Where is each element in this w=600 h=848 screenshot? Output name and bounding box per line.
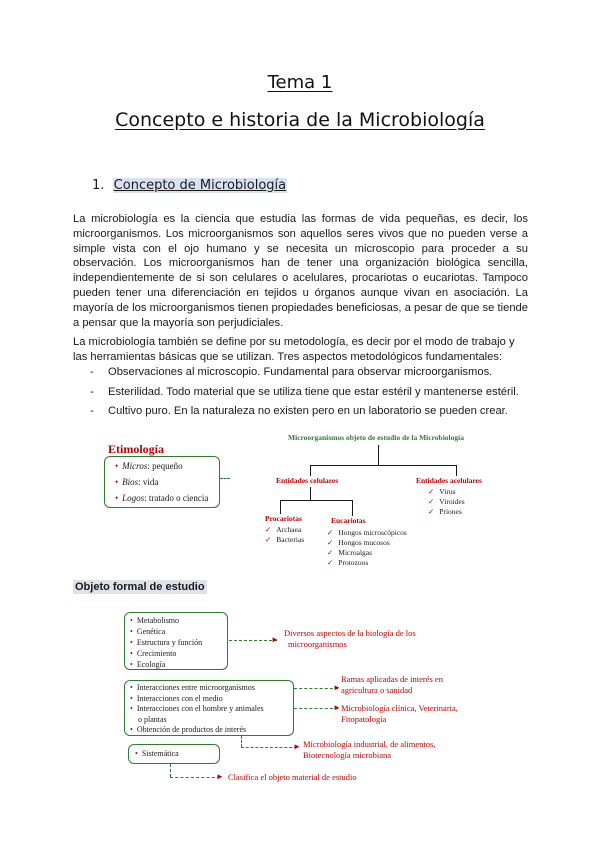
objeto-label-3: Clasifica el objeto material de estudio xyxy=(228,772,357,782)
etimologia-title: Etimología xyxy=(108,442,164,456)
tree-line xyxy=(456,465,457,476)
objeto-box-1 xyxy=(124,612,228,670)
paragraph-methodology: La microbiología también se define por su metodología, es decir por el modo de trabajo y las herramientas básicas que se utilizan. Tres aspectos metodológicos fundamentales: xyxy=(73,336,515,363)
tree-line xyxy=(310,487,311,500)
list-item: ✓ Bacterias xyxy=(265,535,305,544)
list-item: • Estructura y función xyxy=(130,638,203,647)
connector xyxy=(170,764,172,777)
objeto-label-2: Ramas aplicadas de interés en agricultura o sanidad xyxy=(341,674,443,695)
eucariotas-list xyxy=(327,528,407,568)
etimologia-item: • Micros: pequeño xyxy=(115,461,183,471)
tree-title: Microorganismos objeto de estudio de la Microbiología xyxy=(288,433,464,442)
objeto-box-3 xyxy=(128,744,220,764)
objeto-label-1: Diversos aspectos de la biología de los microorganismos xyxy=(284,628,416,649)
list-item: ✓ Viroides xyxy=(428,497,465,506)
list-item: ✓ Hongos microscópicos xyxy=(327,528,407,537)
arrow-icon: ► xyxy=(216,772,224,781)
tree-line xyxy=(310,465,311,476)
list-item: ✓ Priones xyxy=(428,507,462,516)
list-item: • Interacciones con el medio xyxy=(130,693,223,703)
etimologia-item: • Bios: vida xyxy=(115,477,159,487)
list-item: ✓ Archaea xyxy=(265,525,302,534)
list-item: • Interacciones entre microorganismos xyxy=(130,683,255,692)
list-item: • Crecimiento xyxy=(130,649,177,658)
list-item: • Genética xyxy=(130,627,166,636)
list-item: ✓ Hongos mucosos xyxy=(327,538,390,547)
list-item: ✓ Virus xyxy=(428,487,456,496)
objeto-label-2b: Microbiología clínica, Veterinaria, Fitopatología xyxy=(341,703,458,724)
connector xyxy=(294,688,338,689)
tree-line xyxy=(310,465,456,466)
connector xyxy=(241,736,243,747)
topic-title: Tema 1 xyxy=(267,72,333,93)
arrow-icon: ► xyxy=(333,703,341,712)
tree-line xyxy=(280,500,352,501)
list-item: • Interacciones con el hombre y animales xyxy=(130,704,264,713)
tree-line xyxy=(378,445,379,465)
arrow-icon: ► xyxy=(293,742,301,751)
section-heading: 1. Concepto de Microbiología xyxy=(92,178,287,193)
connector xyxy=(294,708,338,709)
connector xyxy=(241,747,297,748)
tree-node-celulares: Entidades celulares xyxy=(276,476,339,485)
paragraph-definition: La microbiología es la ciencia que estudia las formas de vida pequeñas, es decir, los microorganismos. Los microorganismos son aquellos seres vivos que no pueden verse a simple vista con el ojo humano y se necesita un microscopio para proceder a su observación. Los microorganismos han de tener una organización biológica sencilla, independientemente de si son celulares o acelulares, procariotas o eucariotas. Tampoco pueden tener una diferenciación en tejidos u órganos aunque vivan en asociación. La mayoría de los microorganismos tienen propiedades beneficiosas, a pesar de que se tiende a pensar que la mayoría son perjudiciales. xyxy=(73,213,528,329)
tree-node-procariotas: Procariotas xyxy=(265,514,302,523)
list-item: ✓ Microalgas xyxy=(327,548,373,557)
tree-node-acelulares: Entidades acelulares xyxy=(416,476,482,485)
arrow-icon: ► xyxy=(271,635,279,644)
list-item: • Metabolismo xyxy=(130,616,180,625)
objeto-box-2 xyxy=(124,680,294,736)
connector xyxy=(220,478,230,479)
connector xyxy=(170,777,220,778)
objeto-label-2c: Microbiología industrial, de alimentos, Biotecnología microbiana xyxy=(303,739,436,760)
acelulares-list xyxy=(428,487,465,517)
tree-line xyxy=(352,500,353,516)
etimologia-box xyxy=(104,456,220,508)
list-item: • Ecología xyxy=(130,660,166,669)
page-title: Concepto e historia de la Microbiología xyxy=(115,109,485,131)
procariotas-list xyxy=(265,525,304,545)
list-item: • Obtención de productos de interés xyxy=(130,725,247,734)
tree-line xyxy=(280,500,281,514)
arrow-icon: ► xyxy=(333,683,341,692)
connector xyxy=(229,640,277,641)
list-item: o plantas xyxy=(138,714,167,724)
objeto-heading: Objeto formal de estudio xyxy=(75,581,205,593)
list-item: ✓ Protozoos xyxy=(327,558,369,567)
tree-node-eucariotas: Eucariotas xyxy=(331,516,366,525)
etimologia-item: • Logos: tratado o ciencia xyxy=(115,493,209,503)
list-item: • Sistemática xyxy=(135,749,179,758)
